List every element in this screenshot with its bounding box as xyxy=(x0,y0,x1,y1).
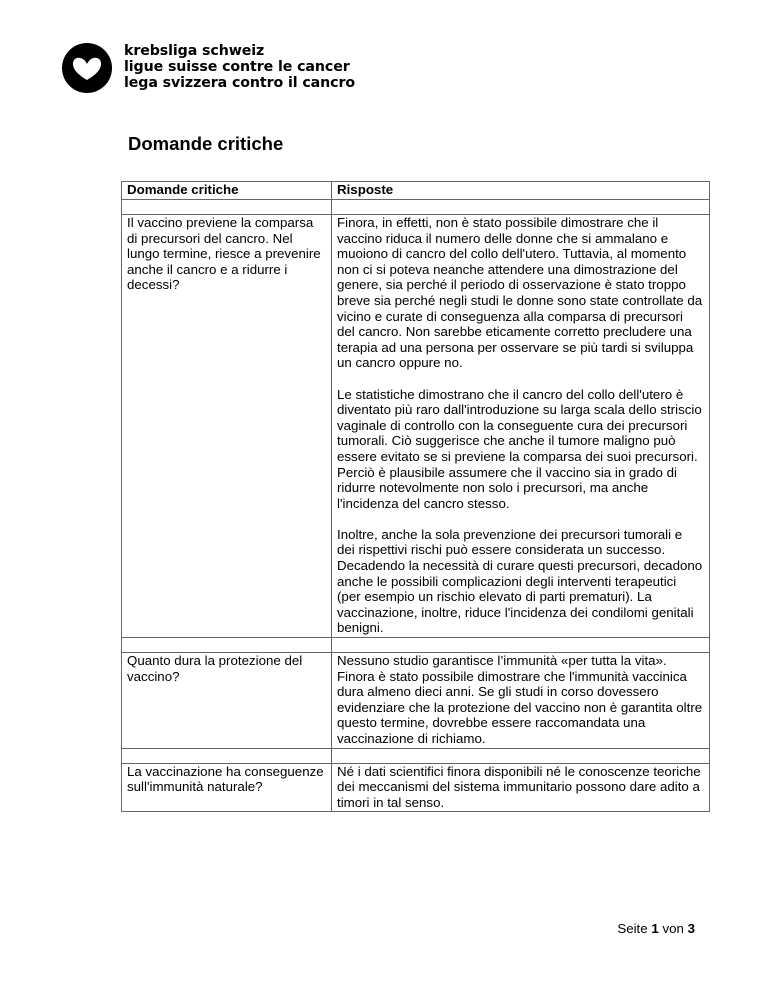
table-header-row xyxy=(122,182,710,200)
table-spacer-row xyxy=(122,748,710,763)
total-pages: 3 xyxy=(687,921,695,936)
answer-cell xyxy=(332,215,710,638)
answer-paragraph: Finora, in effetti, non è stato possibile dimostrare che il vaccino riduca il numero delle donne che si ammalano e muoiono di cancro del collo dell'utero. Tuttavia, al momento non ci si poteva neanche attendere una dimostrazione del genere, sia perché il periodo di osservazione è stato troppo breve sia perché negli studi le donne sono state controllate da vicino e curate di conseguenza alla comparsa di precursori del cancro. Non sarebbe eticamente corretto precludere una terapia ad una persona per osservare se più tardi si sviluppa un cancro oppure no. xyxy=(337,215,703,371)
logo xyxy=(62,43,702,93)
answer-cell xyxy=(332,763,710,812)
table-row xyxy=(122,215,710,638)
table-row xyxy=(122,653,710,749)
answer-paragraph: Né i dati scientifici finora disponibili né le conoscenze teoriche dei meccanismi del sistema immunitario possono dare adito a timori in tal senso. xyxy=(337,763,701,810)
question-cell: La vaccinazione ha conseguenze sull'immunità naturale? xyxy=(122,763,332,812)
page-number xyxy=(617,921,695,936)
table-spacer-row xyxy=(122,200,710,215)
page-title: Domande critiche xyxy=(128,133,284,154)
logo-wordmark xyxy=(124,43,355,91)
logo-line: ligue suisse contre le cancer xyxy=(124,59,350,75)
page-label-prefix: Seite xyxy=(617,921,652,936)
column-header-answers: Risposte xyxy=(332,182,710,200)
answer-cell xyxy=(332,653,710,749)
logo-line: lega svizzera contro il cancro xyxy=(124,75,355,91)
answer-paragraph: Le statistiche dimostrano che il cancro del collo dell'utero è diventato più raro dall'introduzione su larga scala dello striscio vaginale di controllo con la conseguente cura dei precursori tumorali. Ciò suggerisce che anche il tumore maligno può essere evitato se si previene la comparsa dei suoi precursori. Perciò è plausibile assumere che il vaccino sia in grado di ridurre notevolmente non solo i precursori, ma anche l'incidenza del cancro stesso. xyxy=(337,386,702,511)
question-cell: Il vaccino previene la comparsa di precursori del cancro. Nel lungo termine, riesce a prevenire anche il cancro e a ridurre i decessi? xyxy=(122,215,332,638)
page-label-middle: von xyxy=(658,921,688,936)
logo-line: krebsliga schweiz xyxy=(124,43,265,59)
question-cell: Quanto dura la protezione del vaccino? xyxy=(122,653,332,749)
table-row xyxy=(122,763,710,812)
table-spacer-row xyxy=(122,638,710,653)
current-page: 1 xyxy=(651,921,659,936)
qa-table xyxy=(121,181,710,812)
heart-logo-icon xyxy=(62,43,112,93)
column-header-questions: Domande critiche xyxy=(122,182,332,200)
answer-paragraph: Nessuno studio garantisce l’immunità «per tutta la vita». Finora è stato possibile dimostrare che l'immunità vaccinica dura almeno dieci anni. Se gli studi in corso dovessero evidenziare che la protezione del vaccino non è garantita oltre questo termine, dovrebbe essere raccomandata una vaccinazione di richiamo. xyxy=(337,653,703,746)
answer-paragraph: Inoltre, anche la sola prevenzione dei precursori tumorali e dei rispettivi rischi può essere considerata un successo. Decadendo la necessità di curare questi precursori, decadono anche le possibili complicazioni degli interventi terapeutici (per esempio un rischio elevato di parti prematuri). La vaccinazione, inoltre, riduce l'incidenza dei condilomi genitali benigni. xyxy=(337,526,703,636)
